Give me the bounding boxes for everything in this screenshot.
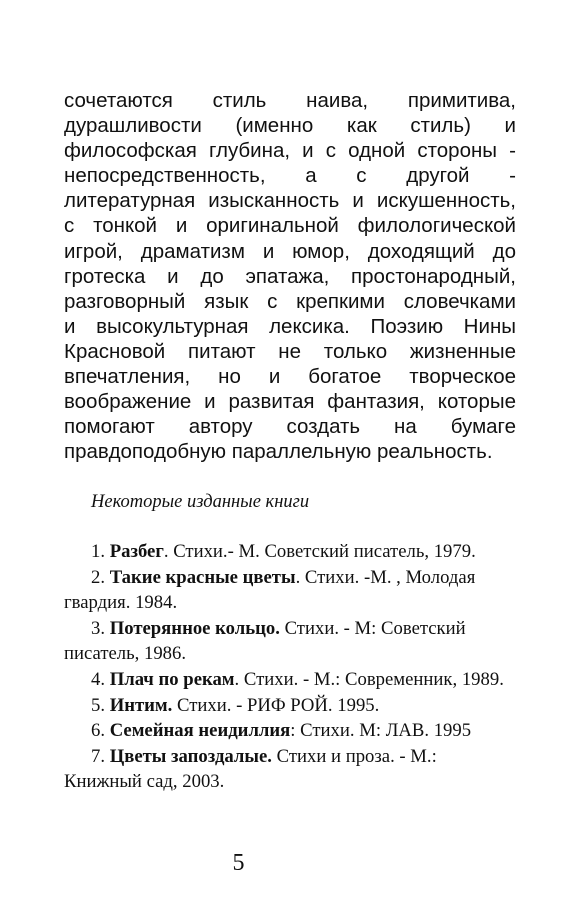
book-item [64, 565, 516, 616]
books-section-heading: Некоторые изданные книги [91, 492, 310, 512]
book-details: Стихи. - РИФ РОЙ. 1995. [172, 694, 380, 716]
book-title: Семейная неидиллия [109, 720, 291, 742]
book-details: . Стихи. - М.: Современник, 1989. [234, 668, 504, 690]
book-number: 3. [91, 617, 110, 639]
paragraph-line: гротеска и до эпатажа, простонародный, [64, 264, 516, 288]
book-number: 5. [91, 694, 110, 716]
book-number: 7. [91, 745, 110, 767]
book-title: Потерянное кольцо. [109, 617, 280, 639]
book-title: Плач по рекам [109, 668, 235, 690]
book-details: . Стихи. -М. , Молодая гвардия. 1984. [64, 566, 476, 614]
book-item [64, 616, 516, 667]
page-number: 5 [232, 850, 245, 876]
book-item [64, 718, 516, 744]
paragraph-line: и высокультурная лексика. Поэзию Нины [64, 314, 516, 338]
body-paragraph [64, 88, 516, 464]
paragraph-line: с тонкой и оригинальной филологической [64, 214, 516, 238]
books-list [64, 539, 516, 795]
paragraph-line: литературная изысканность и искушенность, [64, 189, 516, 213]
paragraph-line: сочетаются стиль наива, примитива, [64, 89, 516, 112]
book-number: 1. [91, 541, 110, 562]
paragraph-line: правдоподобную параллельную реальность. [64, 440, 493, 464]
book-details: . Стихи.- М. Советский писатель, 1979. [163, 541, 476, 562]
book-number: 4. [91, 668, 110, 690]
book-details: Стихи и проза. - М.: Книжный сад, 2003. [64, 745, 437, 793]
book-item [64, 744, 516, 795]
book-title: Такие красные цветы [109, 566, 296, 588]
book-title: Цветы запоздалые. [109, 745, 272, 767]
paragraph-line: разговорный язык с крепкими словечками [64, 289, 516, 313]
paragraph-line: игрой, драматизм и юмор, доходящий до [64, 239, 516, 263]
book-details: Стихи. - М: Советский писатель, 1986. [64, 617, 466, 665]
paragraph-line: непосредственность, а с другой - [64, 164, 516, 188]
book-number: 2. [91, 566, 110, 588]
paragraph-line: помогают автору создать на бумаге [64, 415, 516, 439]
book-number: 6. [91, 720, 110, 742]
book-details: : Стихи. М: ЛАВ. 1995 [290, 720, 472, 742]
paragraph-line: впечатления, но и богатое творческое [64, 365, 516, 389]
book-title: Интим. [109, 694, 173, 716]
paragraph-line: дурашливости (именно как стиль) и [64, 114, 516, 138]
book-title: Разбег [109, 541, 164, 562]
book-item [64, 693, 516, 719]
book-item [64, 539, 516, 565]
paragraph-line: Красновой питают не только жизненные [64, 339, 516, 363]
paragraph-line: воображение и развитая фантазия, которые [64, 390, 516, 414]
book-item [64, 667, 516, 693]
paragraph-line: философская глубина, и с одной стороны - [64, 139, 516, 163]
